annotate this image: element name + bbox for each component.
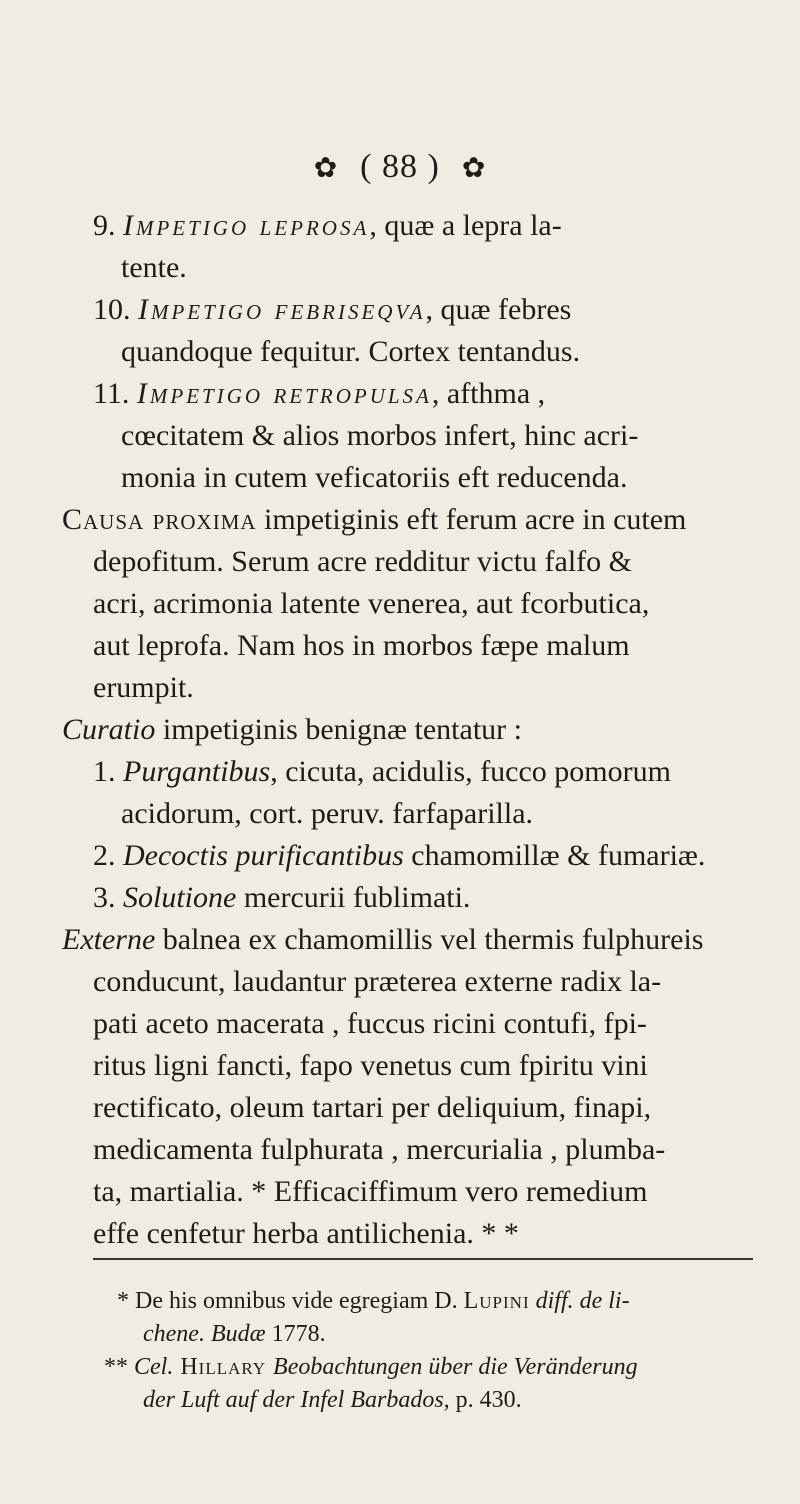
footnote-2-line-1 [104,1355,638,1379]
externe-line-8: effe cenfetur herba antilichenia. * * [93,1217,519,1250]
footnote-title: Beobachtungen über die Veränderung [273,1354,638,1380]
disease-term: Impetigo febriseqva [138,293,426,326]
footnote-2-line-2 [143,1388,522,1412]
externe-heading: Externe [62,923,156,956]
footnote-author: Hillary [173,1354,274,1380]
externe-line-3: pati aceto macerata , fuccus ricini contufi, fpi- [93,1007,647,1040]
item-11-continuation-2: monia in cutem veficatoriis eft reducenda. [121,461,628,494]
externe-first-line [62,925,703,955]
footnote-title: der Luft auf der Infel Barbados, [143,1387,450,1413]
flower-ornament-right-icon: ✿ [461,153,487,184]
causa-paragraph-first-line [62,505,686,535]
curatio-item-1-continuation: acidorum, cort. peruv. farfaparilla. [121,797,534,830]
footnote-abbrev: Cel. [134,1354,174,1380]
item-number: 2. [93,839,116,872]
remedy-term: Purgantibus [123,755,271,788]
disease-term: Impetigo retropulsa [136,377,432,410]
flower-ornament-left-icon: ✿ [313,153,339,184]
item-10-line [93,295,571,325]
externe-line-6: medicamenta fulphurata , mercurialia , plumba- [93,1133,666,1166]
page-number: ( 88 ) [360,148,440,185]
item-text: , cicuta, acidulis, fucco pomorum [270,755,671,788]
item-text: mercurii fublimati. [236,881,471,914]
externe-text: balnea ex chamomillis vel thermis fulphureis [155,923,704,956]
causa-line-4: aut leprofa. Nam hos in morbos fæpe malum [93,629,630,662]
page-header [0,148,800,186]
item-11-continuation-1: cœcitatem & alios morbos infert, hinc acri- [121,419,639,452]
item-text: , afthma , [431,377,546,410]
item-number: 3. [93,881,116,914]
curatio-first-line [62,715,522,745]
footnote-title: diff. de li- [535,1288,630,1314]
footnote-page: p. 430. [449,1387,522,1413]
curatio-text: impetiginis benignæ tentatur : [155,713,522,746]
remedy-term: Decoctis purificantibus [123,839,404,872]
externe-line-2: conducunt, laudantur præterea externe radix la- [93,965,662,998]
curatio-item-2 [93,841,705,871]
causa-line-2: depofitum. Serum acre redditur victu falfo & [93,545,632,578]
item-number: 11. [93,377,130,410]
externe-line-5: rectificato, oleum tartari per deliquium, finapi, [93,1091,652,1124]
item-10-continuation: quandoque fequitur. Cortex tentandus. [121,335,581,368]
item-11-line [93,379,545,409]
footnote-title: chene. Budæ [143,1321,266,1347]
item-text: , quæ febres [425,293,572,326]
remedy-term: Solutione [123,881,237,914]
item-number: 1. [93,755,116,788]
causa-text: impetiginis eft ferum acre in cutem [256,503,687,536]
causa-line-5: erumpit. [93,671,194,704]
footnote-1-line-1 [117,1289,630,1313]
curatio-heading: Curatio [62,713,156,746]
item-number: 9. [93,209,116,242]
externe-line-7: ta, martialia. * Efficaciffimum vero remedium [93,1175,648,1208]
footnote-divider [93,1258,753,1260]
footnote-marker: ** [104,1354,134,1380]
footnote-1-line-2 [143,1322,326,1346]
causa-line-3: acri, acrimonia latente venerea, aut fcorbutica, [93,587,650,620]
externe-line-4: ritus ligni fancti, fapo venetus cum fpiritu vini [93,1049,648,1082]
item-9-continuation: tente. [121,251,187,284]
item-number: 10. [93,293,131,326]
causa-heading: Causa proxima [62,503,257,536]
item-9-line [93,211,562,241]
item-text: , quæ a lepra la- [369,209,562,242]
curatio-item-3 [93,883,470,913]
footnote-author: Lupini [463,1288,530,1314]
curatio-item-1 [93,757,671,787]
footnote-year: 1778. [265,1321,326,1347]
footnote-text: * De his omnibus vide egregiam D. [117,1288,464,1314]
disease-term: Impetigo leprosa [123,209,370,242]
item-text: chamomillæ & fumariæ. [403,839,706,872]
